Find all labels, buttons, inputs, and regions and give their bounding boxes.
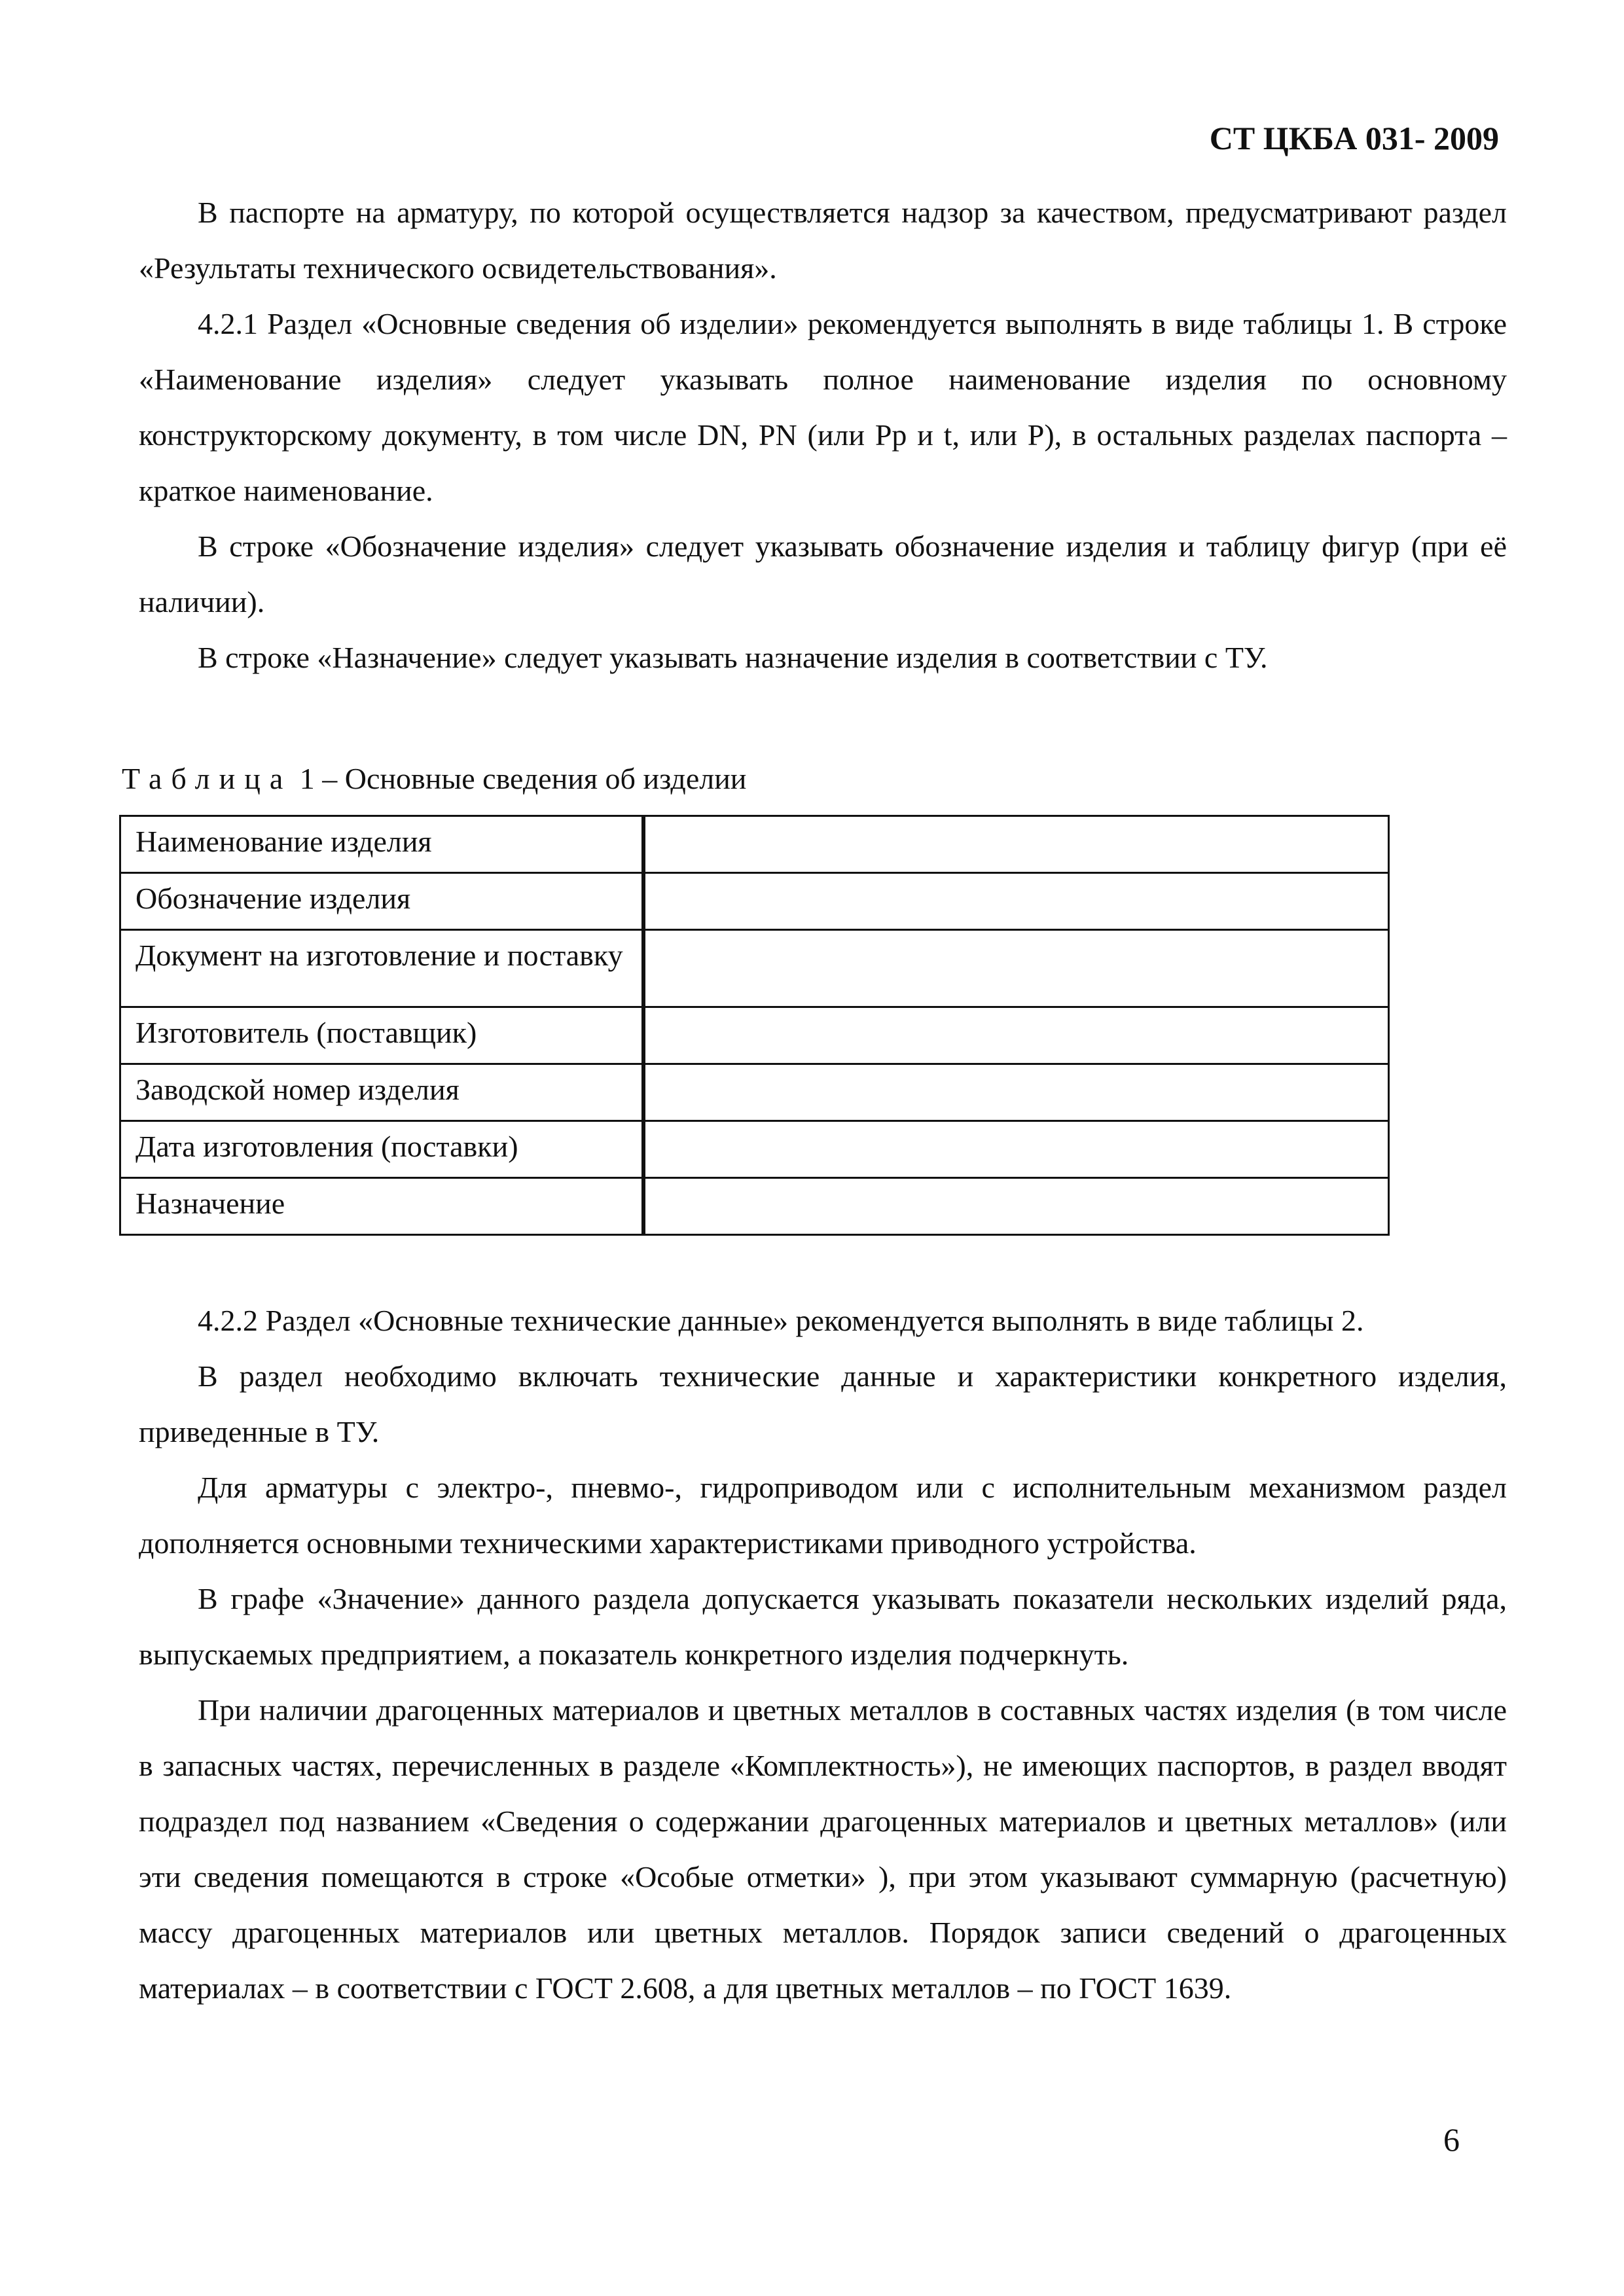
table-cell-value — [643, 1007, 1389, 1064]
paragraph-value-column: В графе «Значение» данного раздела допускается указывать показатели нескольких изделий ряда, выпускаемых предприятием, а показатель конкретного изделия подчеркнуть. — [139, 1582, 1507, 1671]
paragraph-designation-row: В строке «Обозначение изделия» следует указывать обозначение изделия и таблицу фигур (при её наличии). — [139, 529, 1507, 619]
table1-caption — [122, 759, 746, 798]
table-cell-value — [643, 1178, 1389, 1235]
table-cell-value — [643, 1121, 1389, 1178]
table1-caption-title: 1 – Основные сведения об изделии — [292, 762, 747, 795]
table-row — [120, 816, 1389, 873]
table-cell-value — [643, 930, 1389, 1007]
paragraph-tech-data: В раздел необходимо включать технические данные и характеристики конкретного изделия, приведенные в ТУ. — [139, 1359, 1507, 1448]
paragraph-purpose-row: В строке «Назначение» следует указывать назначение изделия в соответствии с ТУ. — [198, 641, 1268, 674]
table-cell-label: Наименование изделия — [120, 816, 644, 873]
table-cell-label: Заводской номер изделия — [120, 1064, 644, 1121]
table-row — [120, 1007, 1389, 1064]
table-row — [120, 1121, 1389, 1178]
table-cell-label: Изготовитель (поставщик) — [120, 1007, 644, 1064]
table-cell-label: Назначение — [120, 1178, 644, 1235]
table-row — [120, 1064, 1389, 1121]
table-cell-value — [643, 1064, 1389, 1121]
paragraph-4-2-2: 4.2.2 Раздел «Основные технические данные» рекомендуется выполнять в виде таблицы 2. — [198, 1304, 1364, 1337]
table-row — [120, 873, 1389, 930]
document-code-header: СТ ЦКБА 031- 2009 — [1209, 120, 1499, 156]
page-number: 6 — [1443, 2121, 1460, 2158]
table-cell-label: Обозначение изделия — [120, 873, 644, 930]
table-cell-value — [643, 816, 1389, 873]
table1-caption-prefix: Таблица — [122, 762, 293, 795]
table-cell-value — [643, 873, 1389, 930]
paragraph-4-2-1: 4.2.1 Раздел «Основные сведения об изделии» рекомендуется выполнять в виде таблицы 1. В строке «Наименование изделия» следует указывать полное наименование изделия по основному конструкторскому документу, в том числе DN, PN (или Pp и t, или P), в остальных разделах паспорта – краткое наименование. — [139, 307, 1507, 507]
product-info-table — [119, 815, 1390, 1236]
table-cell-label: Дата изготовления (поставки) — [120, 1121, 644, 1178]
table-cell-label: Документ на изготовление и поставку — [120, 930, 644, 1007]
table-row — [120, 1178, 1389, 1235]
paragraph-passport-section: В паспорте на арматуру, по которой осуществляется надзор за качеством, предусматривают раздел «Результаты технического освидетельствования». — [139, 196, 1507, 285]
table-row — [120, 930, 1389, 1007]
paragraph-drives: Для арматуры с электро-, пневмо-, гидроприводом или с исполнительным механизмом раздел дополняется основными техническими характеристиками приводного устройства. — [139, 1471, 1507, 1560]
paragraph-precious-metals: При наличии драгоценных материалов и цветных металлов в составных частях изделия (в том числе в запасных частях, перечисленных в разделе «Комплектность»), не имеющих паспортов, в раздел вводят подраздел под названием «Сведения о содержании драгоценных материалов и цветных металлов» (или эти сведения помещаются в строке «Особые отметки» ), при этом указывают суммарную (расчетную) массу драгоценных материалов или цветных металлов. Порядок записи сведений о драгоценных материалах – в соответствии с ГОСТ 2.608, а для цветных металлов – по ГОСТ 1639. — [139, 1693, 1507, 2005]
